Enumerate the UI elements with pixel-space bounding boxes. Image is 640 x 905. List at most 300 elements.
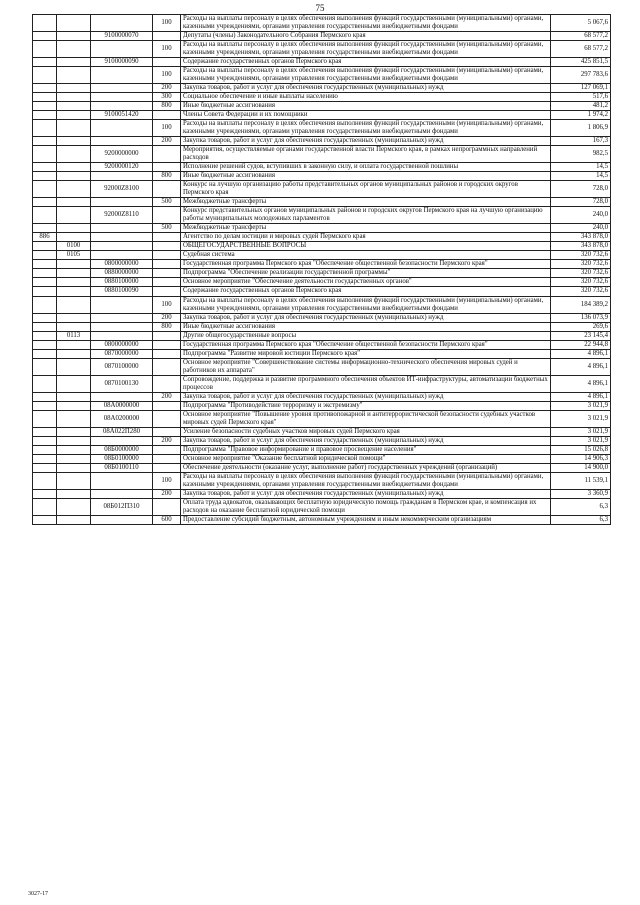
target-article-cell bbox=[91, 224, 153, 233]
table-row bbox=[33, 331, 611, 340]
section-code-cell bbox=[57, 163, 91, 172]
table-row bbox=[33, 137, 611, 146]
target-article-cell: 0870100000 bbox=[91, 358, 153, 375]
expense-type-cell bbox=[153, 375, 181, 392]
table-row bbox=[33, 515, 611, 524]
ministry-code-cell bbox=[33, 296, 57, 313]
amount-cell: 1 974,2 bbox=[551, 111, 611, 120]
item-name-cell: Обеспечение деятельности (оказание услуг, выполнение работ) государственных учреждений (организаций) bbox=[181, 463, 551, 472]
amount-cell: 127 069,1 bbox=[551, 84, 611, 93]
expense-type-cell bbox=[153, 58, 181, 67]
item-name-cell: Предоставление субсидий бюджетным, автономным учреждениям и иным некоммерческим организациям bbox=[181, 515, 551, 524]
section-code-cell: 0100 bbox=[57, 242, 91, 251]
ministry-code-cell bbox=[33, 32, 57, 41]
section-code-cell bbox=[57, 32, 91, 41]
item-name-cell: Содержание государственных органов Пермского края bbox=[181, 58, 551, 67]
table-row bbox=[33, 93, 611, 102]
ministry-code-cell bbox=[33, 172, 57, 181]
target-article-cell bbox=[91, 251, 153, 260]
table-row bbox=[33, 375, 611, 392]
ministry-code-cell bbox=[33, 58, 57, 67]
table-row bbox=[33, 392, 611, 401]
amount-cell: 320 732,6 bbox=[551, 260, 611, 269]
section-code-cell bbox=[57, 489, 91, 498]
target-article-cell bbox=[91, 233, 153, 242]
item-name-cell: Закупка товаров, работ и услуг для обеспечения государственных (муниципальных) нужд bbox=[181, 436, 551, 445]
ministry-code-cell bbox=[33, 67, 57, 84]
expense-type-cell bbox=[153, 454, 181, 463]
ministry-code-cell bbox=[33, 278, 57, 287]
ministry-code-cell bbox=[33, 375, 57, 392]
amount-cell: 3 021,9 bbox=[551, 436, 611, 445]
amount-cell: 5 067,6 bbox=[551, 15, 611, 32]
item-name-cell: Судебная система bbox=[181, 251, 551, 260]
target-article-cell bbox=[91, 172, 153, 181]
item-name-cell: Закупка товаров, работ и услуг для обеспечения государственных (муниципальных) нужд bbox=[181, 489, 551, 498]
target-article-cell: 9100000090 bbox=[91, 58, 153, 67]
amount-cell: 269,6 bbox=[551, 322, 611, 331]
expense-type-cell bbox=[153, 401, 181, 410]
item-name-cell: Социальное обеспечение и иные выплаты населению bbox=[181, 93, 551, 102]
table-row bbox=[33, 163, 611, 172]
expense-type-cell: 800 bbox=[153, 322, 181, 331]
section-code-cell: 0105 bbox=[57, 251, 91, 260]
amount-cell: 136 073,9 bbox=[551, 313, 611, 322]
item-name-cell: Расходы на выплаты персоналу в целях обеспечения выполнения функций государственными (муниципальными) органами, казенными учреждениями, органами управления государственными внебюджетными фондами bbox=[181, 472, 551, 489]
ministry-code-cell bbox=[33, 120, 57, 137]
target-article-cell bbox=[91, 331, 153, 340]
ministry-code-cell bbox=[33, 392, 57, 401]
section-code-cell bbox=[57, 436, 91, 445]
section-code-cell bbox=[57, 181, 91, 198]
item-name-cell: Сопровождение, поддержка и развитие программного обеспечения объектов ИТ-инфраструктуры, автоматизации бюджетных процессов bbox=[181, 375, 551, 392]
table-row bbox=[33, 410, 611, 427]
target-article-cell: 08Б0000000 bbox=[91, 445, 153, 454]
target-article-cell bbox=[91, 102, 153, 111]
table-row bbox=[33, 67, 611, 84]
item-name-cell: ОБЩЕГОСУДАРСТВЕННЫЕ ВОПРОСЫ bbox=[181, 242, 551, 251]
amount-cell: 68 577,2 bbox=[551, 32, 611, 41]
table-row bbox=[33, 322, 611, 331]
ministry-code-cell bbox=[33, 515, 57, 524]
section-code-cell bbox=[57, 58, 91, 67]
expense-type-cell: 100 bbox=[153, 15, 181, 32]
item-name-cell: Подпрограмма "Противодействие терроризму и экстремизму" bbox=[181, 401, 551, 410]
target-article-cell: 9100051420 bbox=[91, 111, 153, 120]
section-code-cell bbox=[57, 313, 91, 322]
ministry-code-cell bbox=[33, 427, 57, 436]
ministry-code-cell bbox=[33, 15, 57, 32]
expense-type-cell: 500 bbox=[153, 198, 181, 207]
section-code-cell bbox=[57, 392, 91, 401]
expense-type-cell bbox=[153, 498, 181, 515]
item-name-cell: Расходы на выплаты персоналу в целях обеспечения выполнения функций государственными (муниципальными) органами, казенными учреждениями, органами управления государственными внебюджетными фондами bbox=[181, 67, 551, 84]
ministry-code-cell bbox=[33, 198, 57, 207]
target-article-cell bbox=[91, 515, 153, 524]
expense-type-cell bbox=[153, 233, 181, 242]
ministry-code-cell bbox=[33, 102, 57, 111]
table-row bbox=[33, 436, 611, 445]
table-row bbox=[33, 146, 611, 163]
expense-type-cell bbox=[153, 111, 181, 120]
item-name-cell: Основное мероприятие "Повышение уровня противопожарной и антитеррористической безопасности судебных участков мировых судей Пермского края" bbox=[181, 410, 551, 427]
target-article-cell: 0880100090 bbox=[91, 287, 153, 296]
ministry-code-cell bbox=[33, 322, 57, 331]
amount-cell: 14,5 bbox=[551, 172, 611, 181]
item-name-cell: Расходы на выплаты персоналу в целях обеспечения выполнения функций государственными (муниципальными) органами, казенными учреждениями, органами управления государственными внебюджетными фондами bbox=[181, 296, 551, 313]
target-article-cell bbox=[91, 41, 153, 58]
table-row bbox=[33, 58, 611, 67]
ministry-code-cell bbox=[33, 358, 57, 375]
amount-cell: 14,5 bbox=[551, 163, 611, 172]
item-name-cell: Иные бюджетные ассигнования bbox=[181, 322, 551, 331]
section-code-cell bbox=[57, 93, 91, 102]
target-article-cell: 08Б0100110 bbox=[91, 463, 153, 472]
ministry-code-cell bbox=[33, 454, 57, 463]
table-row bbox=[33, 427, 611, 436]
item-name-cell: Основное мероприятие "Оказание бесплатной юридической помощи" bbox=[181, 454, 551, 463]
ministry-code-cell bbox=[33, 401, 57, 410]
expense-type-cell bbox=[153, 445, 181, 454]
item-name-cell: Подпрограмма "Обеспечение реализации государственной программы" bbox=[181, 269, 551, 278]
expense-type-cell: 500 bbox=[153, 224, 181, 233]
expense-type-cell bbox=[153, 340, 181, 349]
target-article-cell bbox=[91, 472, 153, 489]
table-row bbox=[33, 260, 611, 269]
target-article-cell bbox=[91, 67, 153, 84]
target-article-cell bbox=[91, 120, 153, 137]
section-code-cell bbox=[57, 410, 91, 427]
amount-cell: 167,3 bbox=[551, 137, 611, 146]
item-name-cell: Усиление безопасности судебных участков мировых судей Пермского края bbox=[181, 427, 551, 436]
expense-type-cell bbox=[153, 207, 181, 224]
ministry-code-cell bbox=[33, 436, 57, 445]
section-code-cell bbox=[57, 278, 91, 287]
target-article-cell: 0880000000 bbox=[91, 269, 153, 278]
section-code-cell bbox=[57, 401, 91, 410]
amount-cell: 15 026,8 bbox=[551, 445, 611, 454]
section-code-cell bbox=[57, 233, 91, 242]
target-article-cell bbox=[91, 93, 153, 102]
section-code-cell: 0113 bbox=[57, 331, 91, 340]
table-row bbox=[33, 340, 611, 349]
amount-cell: 4 896,1 bbox=[551, 349, 611, 358]
ministry-code-cell bbox=[33, 111, 57, 120]
target-article-cell bbox=[91, 392, 153, 401]
amount-cell: 728,0 bbox=[551, 181, 611, 198]
ministry-code-cell bbox=[33, 251, 57, 260]
ministry-code-cell bbox=[33, 41, 57, 58]
amount-cell: 3 021,9 bbox=[551, 401, 611, 410]
amount-cell: 320 732,6 bbox=[551, 251, 611, 260]
target-article-cell bbox=[91, 489, 153, 498]
section-code-cell bbox=[57, 296, 91, 313]
amount-cell: 297 783,6 bbox=[551, 67, 611, 84]
expense-type-cell bbox=[153, 260, 181, 269]
item-name-cell: Иные бюджетные ассигнования bbox=[181, 102, 551, 111]
expense-type-cell: 200 bbox=[153, 392, 181, 401]
ministry-code-cell bbox=[33, 349, 57, 358]
expense-type-cell: 300 bbox=[153, 93, 181, 102]
budget-table-body bbox=[33, 15, 611, 525]
target-article-cell: 08А022П280 bbox=[91, 427, 153, 436]
section-code-cell bbox=[57, 102, 91, 111]
target-article-cell: 9100000070 bbox=[91, 32, 153, 41]
table-row bbox=[33, 463, 611, 472]
item-name-cell: Расходы на выплаты персоналу в целях обеспечения выполнения функций государственными (муниципальными) органами, казенными учреждениями, органами управления государственными внебюджетными фондами bbox=[181, 41, 551, 58]
table-row bbox=[33, 358, 611, 375]
item-name-cell: Конкурс представительных органов муниципальных районов и городских округов Пермского края на лучшую организацию работы муниципальных молодежных парламентов bbox=[181, 207, 551, 224]
table-row bbox=[33, 111, 611, 120]
table-row bbox=[33, 224, 611, 233]
section-code-cell bbox=[57, 358, 91, 375]
ministry-code-cell bbox=[33, 181, 57, 198]
table-row bbox=[33, 296, 611, 313]
expense-type-cell: 200 bbox=[153, 84, 181, 93]
amount-cell: 4 896,1 bbox=[551, 375, 611, 392]
item-name-cell: Другие общегосударственные вопросы bbox=[181, 331, 551, 340]
ministry-code-cell bbox=[33, 146, 57, 163]
target-article-cell: 92000Z8100 bbox=[91, 181, 153, 198]
expense-type-cell: 600 bbox=[153, 515, 181, 524]
section-code-cell bbox=[57, 111, 91, 120]
target-article-cell: 0870100130 bbox=[91, 375, 153, 392]
amount-cell: 728,0 bbox=[551, 198, 611, 207]
amount-cell: 68 577,2 bbox=[551, 41, 611, 58]
section-code-cell bbox=[57, 287, 91, 296]
table-row bbox=[33, 32, 611, 41]
table-row bbox=[33, 84, 611, 93]
section-code-cell bbox=[57, 349, 91, 358]
item-name-cell: Закупка товаров, работ и услуг для обеспечения государственных (муниципальных) нужд bbox=[181, 392, 551, 401]
section-code-cell bbox=[57, 146, 91, 163]
ministry-code-cell bbox=[33, 163, 57, 172]
expense-type-cell: 200 bbox=[153, 489, 181, 498]
item-name-cell: Исполнение решений судов, вступивших в законную силу, и оплата государственной пошлины bbox=[181, 163, 551, 172]
table-row bbox=[33, 454, 611, 463]
target-article-cell: 0880100000 bbox=[91, 278, 153, 287]
section-code-cell bbox=[57, 498, 91, 515]
target-article-cell: 08А0200000 bbox=[91, 410, 153, 427]
section-code-cell bbox=[57, 172, 91, 181]
target-article-cell: 9200000000 bbox=[91, 146, 153, 163]
item-name-cell: Межбюджетные трансферты bbox=[181, 224, 551, 233]
expense-type-cell bbox=[153, 358, 181, 375]
ministry-code-cell bbox=[33, 84, 57, 93]
amount-cell: 6,3 bbox=[551, 498, 611, 515]
section-code-cell bbox=[57, 515, 91, 524]
expense-type-cell bbox=[153, 181, 181, 198]
section-code-cell bbox=[57, 322, 91, 331]
ministry-code-cell bbox=[33, 489, 57, 498]
amount-cell: 481,2 bbox=[551, 102, 611, 111]
document-code: 3027-17 bbox=[28, 891, 48, 897]
section-code-cell bbox=[57, 67, 91, 84]
ministry-code-cell bbox=[33, 224, 57, 233]
section-code-cell bbox=[57, 445, 91, 454]
expense-type-cell bbox=[153, 349, 181, 358]
amount-cell: 1 806,9 bbox=[551, 120, 611, 137]
ministry-code-cell bbox=[33, 340, 57, 349]
amount-cell: 14 906,3 bbox=[551, 454, 611, 463]
ministry-code-cell bbox=[33, 331, 57, 340]
section-code-cell bbox=[57, 207, 91, 224]
amount-cell: 22 944,8 bbox=[551, 340, 611, 349]
item-name-cell: Закупка товаров, работ и услуг для обеспечения государственных (муниципальных) нужд bbox=[181, 313, 551, 322]
section-code-cell bbox=[57, 340, 91, 349]
table-row bbox=[33, 401, 611, 410]
ministry-code-cell bbox=[33, 137, 57, 146]
table-row bbox=[33, 15, 611, 32]
ministry-code-cell bbox=[33, 313, 57, 322]
target-article-cell bbox=[91, 436, 153, 445]
table-row bbox=[33, 120, 611, 137]
target-article-cell bbox=[91, 137, 153, 146]
ministry-code-cell bbox=[33, 242, 57, 251]
table-row bbox=[33, 498, 611, 515]
amount-cell: 343 878,0 bbox=[551, 233, 611, 242]
ministry-code-cell bbox=[33, 287, 57, 296]
target-article-cell bbox=[91, 242, 153, 251]
expense-type-cell: 100 bbox=[153, 296, 181, 313]
item-name-cell: Основное мероприятие "Обеспечение деятельности государственных органов" bbox=[181, 278, 551, 287]
item-name-cell: Расходы на выплаты персоналу в целях обеспечения выполнения функций государственными (муниципальными) органами, казенными учреждениями, органами управления государственными внебюджетными фондами bbox=[181, 120, 551, 137]
target-article-cell: 08А0000000 bbox=[91, 401, 153, 410]
section-code-cell bbox=[57, 120, 91, 137]
amount-cell: 4 896,1 bbox=[551, 392, 611, 401]
amount-cell: 425 851,5 bbox=[551, 58, 611, 67]
target-article-cell bbox=[91, 322, 153, 331]
expense-type-cell bbox=[153, 242, 181, 251]
expense-type-cell bbox=[153, 163, 181, 172]
expense-type-cell bbox=[153, 32, 181, 41]
section-code-cell bbox=[57, 427, 91, 436]
ministry-code-cell bbox=[33, 463, 57, 472]
item-name-cell: Мероприятия, осуществляемые органами государственной власти Пермского края, в рамках непрограммных направлений расходов bbox=[181, 146, 551, 163]
expense-type-cell: 100 bbox=[153, 472, 181, 489]
ministry-code-cell bbox=[33, 207, 57, 224]
expense-type-cell bbox=[153, 251, 181, 260]
ministry-code-cell bbox=[33, 472, 57, 489]
amount-cell: 6,3 bbox=[551, 515, 611, 524]
amount-cell: 320 732,6 bbox=[551, 269, 611, 278]
target-article-cell bbox=[91, 313, 153, 322]
target-article-cell bbox=[91, 15, 153, 32]
amount-cell: 4 896,1 bbox=[551, 358, 611, 375]
target-article-cell: 0800000000 bbox=[91, 260, 153, 269]
item-name-cell: Межбюджетные трансферты bbox=[181, 198, 551, 207]
expense-type-cell bbox=[153, 269, 181, 278]
item-name-cell: Государственная программа Пермского края "Обеспечение общественной безопасности Пермского края" bbox=[181, 340, 551, 349]
amount-cell: 240,0 bbox=[551, 207, 611, 224]
expense-type-cell: 100 bbox=[153, 67, 181, 84]
ministry-code-cell: 886 bbox=[33, 233, 57, 242]
table-row bbox=[33, 242, 611, 251]
target-article-cell: 0870000000 bbox=[91, 349, 153, 358]
amount-cell: 3 021,9 bbox=[551, 427, 611, 436]
item-name-cell: Конкурс на лучшую организацию работы представительных органов муниципальных районов и городских округов Пермского края bbox=[181, 181, 551, 198]
table-row bbox=[33, 472, 611, 489]
table-row bbox=[33, 287, 611, 296]
section-code-cell bbox=[57, 41, 91, 58]
expense-type-cell: 200 bbox=[153, 137, 181, 146]
expense-type-cell: 800 bbox=[153, 172, 181, 181]
section-code-cell bbox=[57, 463, 91, 472]
target-article-cell bbox=[91, 84, 153, 93]
ministry-code-cell bbox=[33, 93, 57, 102]
expense-type-cell bbox=[153, 287, 181, 296]
amount-cell: 14 900,0 bbox=[551, 463, 611, 472]
item-name-cell: Закупка товаров, работ и услуг для обеспечения государственных (муниципальных) нужд bbox=[181, 84, 551, 93]
ministry-code-cell bbox=[33, 269, 57, 278]
section-code-cell bbox=[57, 137, 91, 146]
table-row bbox=[33, 445, 611, 454]
item-name-cell: Депутаты (члены) Законодательного Собрания Пермского края bbox=[181, 32, 551, 41]
item-name-cell: Содержание государственных органов Пермского края bbox=[181, 287, 551, 296]
amount-cell: 320 732,6 bbox=[551, 278, 611, 287]
expense-type-cell: 100 bbox=[153, 120, 181, 137]
expense-type-cell bbox=[153, 463, 181, 472]
expense-type-cell: 200 bbox=[153, 436, 181, 445]
ministry-code-cell bbox=[33, 260, 57, 269]
amount-cell: 240,0 bbox=[551, 224, 611, 233]
expense-type-cell bbox=[153, 278, 181, 287]
expense-type-cell: 200 bbox=[153, 313, 181, 322]
expense-type-cell bbox=[153, 410, 181, 427]
amount-cell: 320 732,6 bbox=[551, 287, 611, 296]
amount-cell: 982,5 bbox=[551, 146, 611, 163]
ministry-code-cell bbox=[33, 498, 57, 515]
item-name-cell: Расходы на выплаты персоналу в целях обеспечения выполнения функций государственными (муниципальными) органами, казенными учреждениями, органами управления государственными внебюджетными фондами bbox=[181, 15, 551, 32]
item-name-cell: Основное мероприятие "Совершенствование системы информационно-технического обеспечения мировых судей и работников их аппарата" bbox=[181, 358, 551, 375]
section-code-cell bbox=[57, 224, 91, 233]
item-name-cell: Подпрограмма "Правовое информирование и правовое просвещение населения" bbox=[181, 445, 551, 454]
amount-cell: 184 389,2 bbox=[551, 296, 611, 313]
expense-type-cell bbox=[153, 146, 181, 163]
item-name-cell: Подпрограмма "Развитие мировой юстиции Пермского края" bbox=[181, 349, 551, 358]
table-row bbox=[33, 198, 611, 207]
section-code-cell bbox=[57, 198, 91, 207]
amount-cell: 517,6 bbox=[551, 93, 611, 102]
amount-cell: 343 878,0 bbox=[551, 242, 611, 251]
table-row bbox=[33, 102, 611, 111]
table-row bbox=[33, 278, 611, 287]
amount-cell: 3 021,9 bbox=[551, 410, 611, 427]
target-article-cell: 08Б012П310 bbox=[91, 498, 153, 515]
table-row bbox=[33, 349, 611, 358]
expense-type-cell bbox=[153, 331, 181, 340]
target-article-cell: 0800000000 bbox=[91, 340, 153, 349]
target-article-cell bbox=[91, 198, 153, 207]
item-name-cell: Иные бюджетные ассигнования bbox=[181, 172, 551, 181]
item-name-cell: Государственная программа Пермского края "Обеспечение общественной безопасности Пермского края" bbox=[181, 260, 551, 269]
table-row bbox=[33, 181, 611, 198]
expense-type-cell: 100 bbox=[153, 41, 181, 58]
item-name-cell: Члены Совета Федерации и их помощники bbox=[181, 111, 551, 120]
table-row bbox=[33, 233, 611, 242]
target-article-cell: 9200000120 bbox=[91, 163, 153, 172]
expense-type-cell bbox=[153, 427, 181, 436]
table-row bbox=[33, 207, 611, 224]
table-row bbox=[33, 251, 611, 260]
table-row bbox=[33, 269, 611, 278]
section-code-cell bbox=[57, 260, 91, 269]
section-code-cell bbox=[57, 375, 91, 392]
section-code-cell bbox=[57, 84, 91, 93]
ministry-code-cell bbox=[33, 410, 57, 427]
item-name-cell: Закупка товаров, работ и услуг для обеспечения государственных (муниципальных) нужд bbox=[181, 137, 551, 146]
target-article-cell: 08Б0100000 bbox=[91, 454, 153, 463]
